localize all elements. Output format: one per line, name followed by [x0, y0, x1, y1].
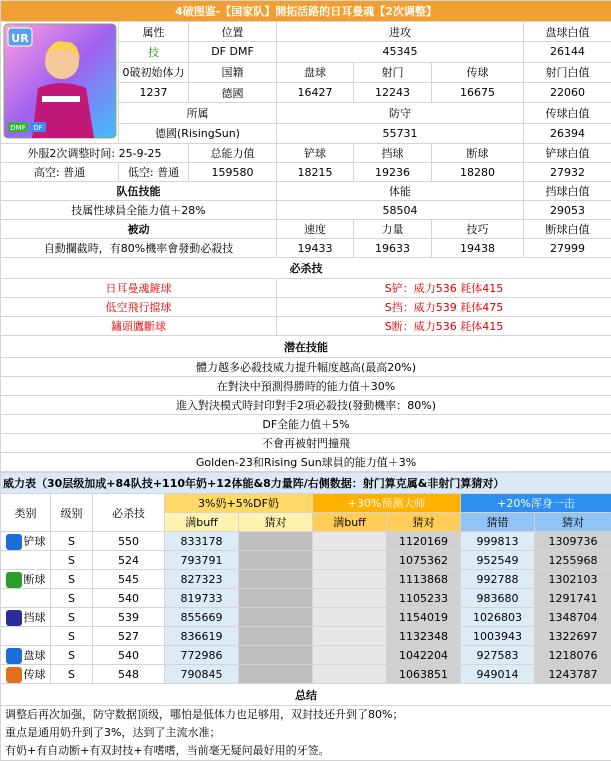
row-wrong: 949014 — [461, 665, 535, 684]
row-predict: 1120169 — [387, 532, 461, 551]
col-category: 类别 — [1, 494, 51, 532]
shoot-white-label: 射门白值 — [524, 62, 611, 82]
row-predict: 1063851 — [387, 665, 461, 684]
dribble-value: 16427 — [277, 82, 354, 102]
speed-label: 速度 — [277, 220, 354, 239]
dribble-white-value: 26144 — [524, 42, 611, 62]
row-skill: 539 — [93, 608, 165, 627]
summary-heading: 总结 — [1, 684, 611, 706]
row-wrong: 927583 — [461, 646, 535, 665]
pass-value: 16675 — [432, 82, 524, 102]
row-skill: 550 — [93, 532, 165, 551]
block-white-label: 挡球白值 — [524, 182, 611, 201]
adjust-date: 外服2次调整时间: 25-9-25 — [1, 144, 189, 163]
skill-type-icon — [6, 667, 22, 683]
attr-label: 属性 — [119, 22, 189, 42]
svg-text:UR: UR — [11, 32, 29, 45]
row-empty — [313, 532, 387, 551]
summary-line: 调整后再次加强，防守数据顶级，哪怕是低体力也足够用，双封技还升到了80%； — [5, 706, 609, 724]
row-right: 1322697 — [535, 627, 611, 646]
shoot-label: 射门 — [354, 62, 432, 82]
row-full-buff: 790845 — [165, 665, 239, 684]
intercept-label: 断球 — [432, 144, 524, 163]
passive-text: 自動攔截時，有80%機率會發動必殺技 — [1, 239, 277, 258]
row-level: S — [51, 589, 93, 608]
special-stat: S断：威力536 耗体415 — [277, 317, 611, 336]
player-card-image — [1, 22, 119, 144]
attr-value: 技 — [119, 42, 189, 62]
row-empty — [239, 608, 313, 627]
row-empty — [239, 532, 313, 551]
low-ball: 低空: 普通 — [119, 163, 189, 182]
shoot-white-value: 22060 — [524, 82, 611, 102]
pass-label: 传球 — [432, 62, 524, 82]
svg-text:DMF: DMF — [10, 124, 25, 132]
row-right: 1243787 — [535, 665, 611, 684]
power-row — [1, 665, 611, 684]
dribble-label: 盘球 — [277, 62, 354, 82]
position-label: 位置 — [189, 22, 277, 42]
row-empty — [313, 665, 387, 684]
technique-value: 19438 — [432, 239, 524, 258]
row-category — [1, 646, 51, 665]
intercept-white-label: 断球白值 — [524, 220, 611, 239]
row-full-buff: 833178 — [165, 532, 239, 551]
tackle-white-value: 27932 — [524, 163, 611, 182]
row-level: S — [51, 551, 93, 570]
sub-header: 满buff — [165, 513, 239, 532]
row-full-buff: 772986 — [165, 646, 239, 665]
row-empty — [313, 570, 387, 589]
power-row — [1, 570, 611, 589]
row-predict: 1132348 — [387, 627, 461, 646]
block-white-value: 29053 — [524, 201, 611, 220]
row-wrong: 1003943 — [461, 627, 535, 646]
skill-type-icon — [6, 534, 22, 550]
shoot-value: 12243 — [354, 82, 432, 102]
power-row — [1, 589, 611, 608]
stamina2-value: 58504 — [277, 201, 524, 220]
player-portrait-icon — [2, 22, 118, 140]
row-predict: 1075362 — [387, 551, 461, 570]
block-label: 挡球 — [354, 144, 432, 163]
power-row — [1, 608, 611, 627]
row-full-buff: 819733 — [165, 589, 239, 608]
row-right: 1255968 — [535, 551, 611, 570]
defense-label: 防守 — [277, 103, 524, 123]
nation-label: 国籍 — [189, 62, 277, 82]
col-level: 级别 — [51, 494, 93, 532]
row-category-label: 盘球 — [24, 649, 46, 662]
row-full-buff: 827323 — [165, 570, 239, 589]
row-right: 1348704 — [535, 608, 611, 627]
attack-value: 45345 — [277, 42, 524, 62]
row-wrong: 999813 — [461, 532, 535, 551]
row-predict: 1042204 — [387, 646, 461, 665]
special-name: 鏽頭鷹斷球 — [1, 317, 277, 336]
power-value: 19633 — [354, 239, 432, 258]
row-category — [1, 589, 51, 608]
pass-white-label: 传球白值 — [524, 103, 611, 123]
summary-line: 重点是通用奶升到了3%，达到了主流水准； — [5, 724, 609, 742]
summary-text — [1, 706, 611, 761]
latent-item: Golden-23和Rising Sun球員的能力值＋3% — [1, 453, 611, 472]
total-value: 159580 — [189, 163, 277, 182]
intercept-white-value: 27999 — [524, 239, 611, 258]
row-empty — [239, 627, 313, 646]
team-skill-text: 技属性球員全能力值＋28% — [1, 201, 277, 220]
team-value: 德國(RisingSun) — [119, 123, 277, 143]
tackle-label: 铲球 — [277, 144, 354, 163]
summary-line: 有奶+有自动断+有双封技+有嗜嗜，当前毫无疑问最好用的牙签。 — [5, 742, 609, 760]
power-row — [1, 551, 611, 570]
special-stat: S挡：威力539 耗体475 — [277, 298, 611, 317]
row-category — [1, 570, 51, 589]
row-category-label: 铲球 — [24, 535, 46, 548]
group-predict: +30%预测大师 — [313, 494, 461, 513]
power-row — [1, 532, 611, 551]
row-right: 1218076 — [535, 646, 611, 665]
row-category-label: 传球 — [24, 668, 46, 681]
power-row — [1, 646, 611, 665]
row-empty — [313, 646, 387, 665]
row-empty — [239, 570, 313, 589]
row-empty — [313, 627, 387, 646]
passive-heading: 被动 — [1, 220, 277, 239]
row-skill: 545 — [93, 570, 165, 589]
row-skill: 540 — [93, 589, 165, 608]
special-name: 低空飛行擋球 — [1, 298, 277, 317]
pass-white-value: 26394 — [524, 123, 611, 143]
sub-header: 猜对 — [535, 513, 611, 532]
tackle-value: 18215 — [277, 163, 354, 182]
skill-type-icon — [6, 572, 22, 588]
intercept-value: 18280 — [432, 163, 524, 182]
stamina2-label: 体能 — [277, 182, 524, 201]
skill-type-icon — [6, 648, 22, 664]
stamina-value: 1237 — [119, 82, 189, 102]
row-empty — [239, 646, 313, 665]
latent-item: 體力越多必殺技威力提升幅度越高(最高20%) — [1, 358, 611, 377]
sub-header: 满buff — [313, 513, 387, 532]
power-table — [0, 472, 611, 761]
row-right: 1291741 — [535, 589, 611, 608]
row-category-label: 断球 — [24, 573, 46, 586]
nation-value: 德國 — [189, 82, 277, 102]
dribble-white-label: 盘球白值 — [524, 22, 611, 42]
row-level: S — [51, 646, 93, 665]
page-title: 4破图鉴-【国家队】開拓活路的日耳曼魂【2次调整】 — [1, 1, 611, 22]
latent-item: DF全能力值＋5% — [1, 415, 611, 434]
speed-value: 19433 — [277, 239, 354, 258]
row-level: S — [51, 570, 93, 589]
row-wrong: 1026803 — [461, 608, 535, 627]
skill-type-icon — [6, 610, 22, 626]
power-label: 力量 — [354, 220, 432, 239]
sub-header: 猜对 — [239, 513, 313, 532]
group-strike: +20%浑身一击 — [461, 494, 611, 513]
row-predict: 1154019 — [387, 608, 461, 627]
col-skill: 必杀技 — [93, 494, 165, 532]
special-stat: S铲：威力536 耗体415 — [277, 279, 611, 298]
latent-item: 在對決中預測得勝時的能力值＋30% — [1, 377, 611, 396]
row-category — [1, 608, 51, 627]
block-value: 19236 — [354, 163, 432, 182]
row-full-buff: 836619 — [165, 627, 239, 646]
row-empty — [313, 589, 387, 608]
row-category — [1, 551, 51, 570]
row-skill: 527 — [93, 627, 165, 646]
high-ball: 高空: 普通 — [1, 163, 119, 182]
row-empty — [313, 551, 387, 570]
team-skill-heading: 队伍技能 — [1, 182, 277, 201]
row-skill: 548 — [93, 665, 165, 684]
row-category — [1, 627, 51, 646]
special-name: 日耳曼魂鏟球 — [1, 279, 277, 298]
row-skill: 540 — [93, 646, 165, 665]
row-predict: 1105233 — [387, 589, 461, 608]
row-empty — [239, 551, 313, 570]
position-value: DF DMF — [189, 42, 277, 62]
row-skill: 524 — [93, 551, 165, 570]
row-category-label: 挡球 — [24, 611, 46, 624]
row-right: 1309736 — [535, 532, 611, 551]
latent-item: 進入對決模式時封印對手2項必殺技(發動機率：80%) — [1, 396, 611, 415]
row-wrong: 983680 — [461, 589, 535, 608]
svg-text:DF: DF — [33, 124, 42, 132]
row-empty — [313, 608, 387, 627]
latent-heading: 潜在技能 — [1, 336, 611, 358]
row-level: S — [51, 608, 93, 627]
sub-header: 猜错 — [461, 513, 535, 532]
row-full-buff: 793791 — [165, 551, 239, 570]
row-category — [1, 665, 51, 684]
power-row — [1, 627, 611, 646]
row-category — [1, 532, 51, 551]
row-right: 1302103 — [535, 570, 611, 589]
stamina-label: 0破初始体力 — [119, 62, 189, 82]
power-table-title: 威力表（30层级加成+84队技+110年奶+12体能&8力量阵/右侧数据：射门算克属&非射门算猜对） — [1, 473, 611, 494]
sub-header: 猜对 — [387, 513, 461, 532]
row-level: S — [51, 532, 93, 551]
tackle-white-label: 铲球白值 — [524, 144, 611, 163]
special-heading: 必杀技 — [1, 258, 611, 279]
defense-value: 55731 — [277, 123, 524, 143]
row-empty — [239, 589, 313, 608]
attack-label: 进攻 — [277, 22, 524, 42]
row-wrong: 952549 — [461, 551, 535, 570]
row-level: S — [51, 627, 93, 646]
row-level: S — [51, 665, 93, 684]
technique-label: 技巧 — [432, 220, 524, 239]
row-predict: 1113868 — [387, 570, 461, 589]
team-label: 所属 — [119, 103, 277, 123]
row-full-buff: 855669 — [165, 608, 239, 627]
total-label: 总能力值 — [189, 144, 277, 163]
group-milk: 3%奶+5%DF奶 — [165, 494, 313, 513]
row-empty — [239, 665, 313, 684]
latent-item: 不會再被射門撞飛 — [1, 434, 611, 453]
row-wrong: 992788 — [461, 570, 535, 589]
